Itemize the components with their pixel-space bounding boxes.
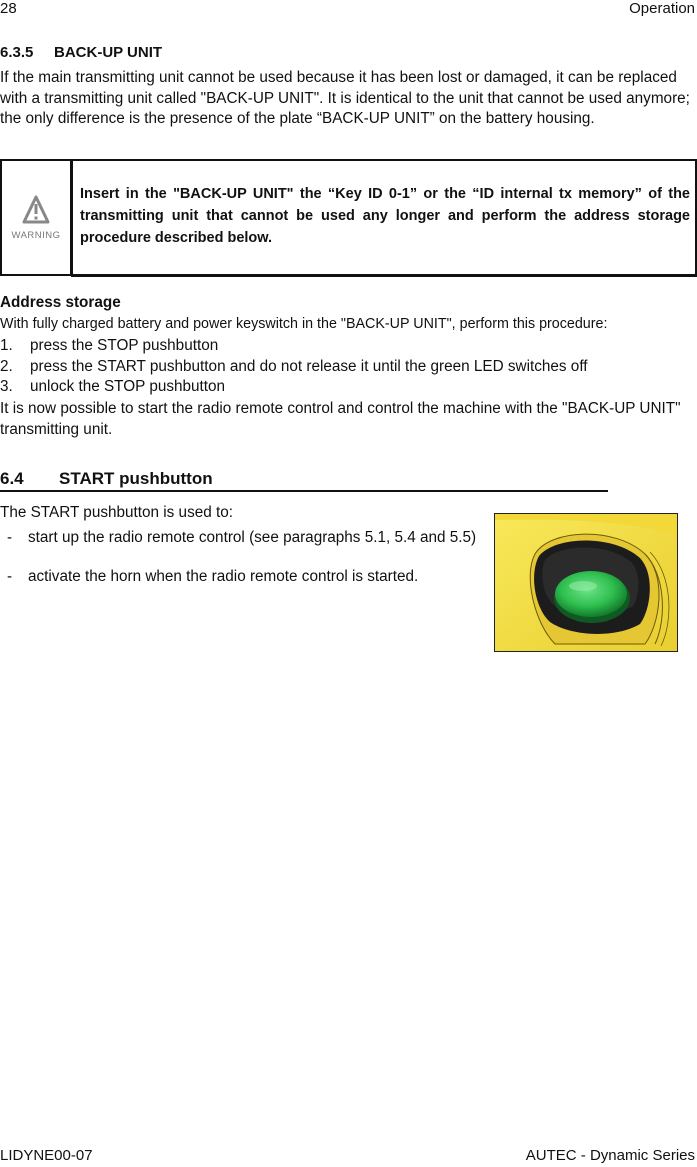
procedure-step <box>0 357 588 376</box>
warning-triangle-icon <box>2 161 70 274</box>
start-pushbutton-photo <box>494 513 678 652</box>
address-storage-outro: It is now possible to start the radio remote control and control the machine with the "BACK-UP UNIT" transmitting unit. <box>0 400 681 438</box>
backup-unit-paragraph: If the main transmitting unit cannot be used because it has been lost or damaged, it can be replaced with a transmitting unit called "BACK-UP UNIT". It is identical to the unit that cannot be used anymore; the only difference is the presence of the plate “BACK-UP UNIT” on the battery housing. <box>0 69 690 127</box>
bullet-text: activate the horn when the radio remote control is started. <box>28 568 419 585</box>
footer-doc-code: LIDYNE00-07 <box>0 1147 93 1164</box>
list-item <box>7 528 485 549</box>
section-heading-start-pushbutton <box>0 469 608 492</box>
address-storage-intro: With fully charged battery and power keyswitch in the "BACK-UP UNIT", perform this procedure: <box>0 316 608 332</box>
section-number: 6.3.5 <box>0 44 34 61</box>
bullet-dash: - <box>7 568 13 585</box>
section-title: START pushbutton <box>59 469 213 488</box>
section-heading-backup-unit <box>0 44 162 62</box>
section-number: 6.4 <box>0 469 24 488</box>
bullet-text: start up the radio remote control (see paragraphs 5.1, 5.4 and 5.5) <box>28 529 477 546</box>
green-start-pushbutton-icon <box>495 514 677 651</box>
header-section-name: Operation <box>629 0 695 17</box>
footer-brand: AUTEC - Dynamic Series <box>525 1147 695 1164</box>
start-pushbutton-intro: The START pushbutton is used to: <box>0 504 233 521</box>
warning-box <box>0 159 697 276</box>
step-number: 2. <box>0 358 13 375</box>
step-text: press the START pushbutton and do not release it until the green LED switches off <box>30 358 588 375</box>
step-text: press the STOP pushbutton <box>30 337 219 354</box>
step-number: 1. <box>0 337 13 354</box>
procedure-step <box>0 336 218 355</box>
step-number: 3. <box>0 378 13 395</box>
procedure-step <box>0 377 225 396</box>
warning-label: WARNING <box>11 230 61 241</box>
list-item <box>7 567 485 588</box>
warning-text: Insert in the "BACK-UP UNIT" the “Key ID 0-1” or the “ID internal tx memory” of the transmitting unit that cannot be used any longer and perform the address storage procedure described below. <box>80 186 690 246</box>
address-storage-title: Address storage <box>0 294 121 311</box>
bullet-dash: - <box>7 529 13 546</box>
step-text: unlock the STOP pushbutton <box>30 378 226 395</box>
section-title: BACK-UP UNIT <box>54 44 163 61</box>
page-number: 28 <box>0 0 17 17</box>
warning-icon-cell <box>0 159 72 276</box>
warning-text-cell <box>71 159 697 277</box>
